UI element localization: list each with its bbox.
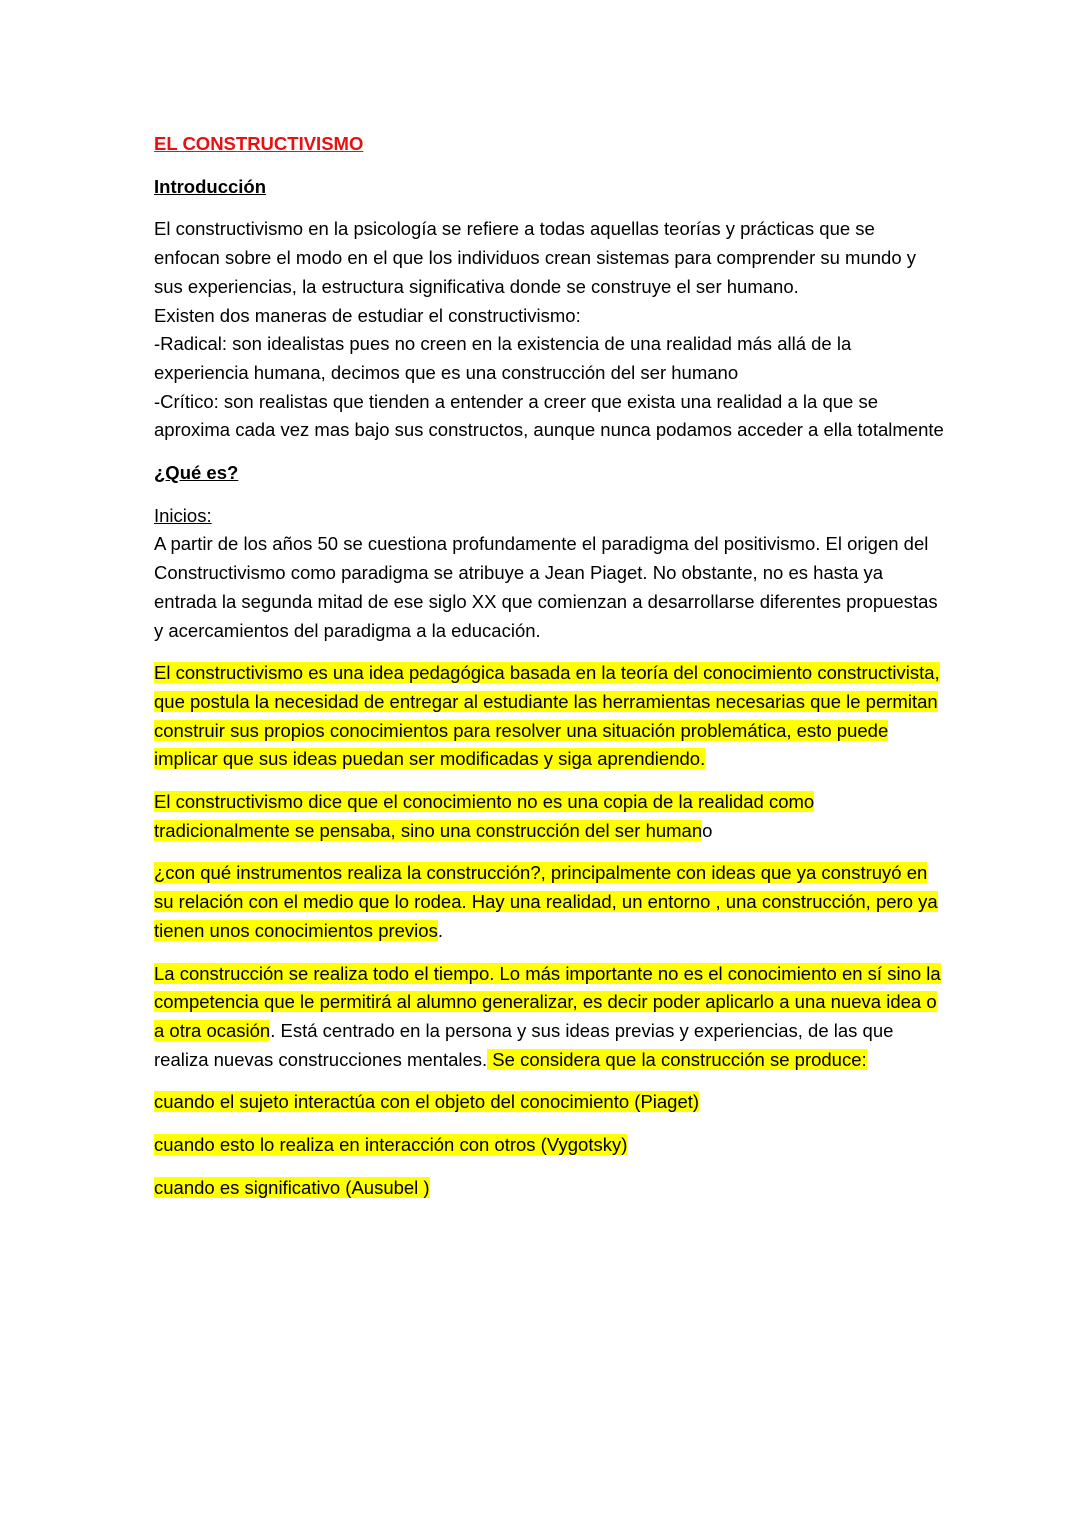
bullet-text: cuando el sujeto interactúa con el objeto del conocimiento (Piaget)	[154, 1091, 700, 1113]
list-item	[154, 1131, 944, 1160]
plain-text: . Está centrado en la persona y sus ideas previas y experiencias, de las que realiza nuevas construcciones mentales.	[154, 1019, 894, 1070]
highlighted-text: La construcción se realiza todo el tiempo. Lo más importante no es el conocimiento en sí sino la competencia que le permitirá al alumno generalizar, es decir poder aplicarlo a una nueva idea o a otra ocasión	[154, 962, 941, 1041]
highlight-paragraph-3	[154, 859, 944, 945]
intro-line: -Radical: son idealistas pues no creen en la existencia de una realidad más allá de la experiencia humana, decimos que es una construcción del ser humano	[154, 333, 852, 383]
intro-heading: Introducción	[154, 175, 267, 197]
inicios-text: A partir de los años 50 se cuestiona profundamente el paradigma del positivismo. El origen del Constructivismo como paradigma se atribuye a Jean Piaget. No obstante, no es hasta ya entrada la segunda mitad de ese siglo XX que comienzan a desarrollarse diferentes propuestas y acercamientos del paradigma a la educación.	[154, 533, 938, 641]
document-body	[154, 130, 944, 1217]
list-item	[154, 1174, 944, 1203]
que-es-heading: ¿Qué es?	[154, 462, 239, 484]
intro-line: El constructivismo en la psicología se refiere a todas aquellas teorías y prácticas que se enfocan sobre el modo en el que los individuos crean sistemas para comprender su mundo y sus experiencias, la estructura significativa donde se construye el ser humano.	[154, 218, 917, 297]
list-item	[154, 1088, 944, 1117]
bullet-text: cuando es significativo (Ausubel )	[154, 1176, 430, 1198]
intro-line: Existen dos maneras de estudiar el constructivismo:	[154, 304, 581, 326]
document-title: EL CONSTRUCTIVISMO	[154, 133, 364, 154]
plain-text: o	[702, 819, 713, 841]
intro-paragraph	[154, 215, 944, 445]
intro-line: -Crítico: son realistas que tienden a entender a creer que exista una realidad a la que se aproxima cada vez mas bajo sus constructos, aunque nunca podamos acceder a ella totalmente	[154, 390, 944, 441]
bullet-text: cuando esto lo realiza en interacción con otros (Vygotsky)	[154, 1134, 628, 1156]
plain-text: .	[437, 919, 443, 941]
highlight-paragraph-1	[154, 659, 944, 774]
highlighted-text: El constructivismo es una idea pedagógica basada en la teoría del conocimiento constructivista, que postula la necesidad de entregar al estudiante las herramientas necesarias que le permitan construir sus propios conocimientos para resolver una situación problemática, esto puede implicar que sus ideas puedan ser modificadas y siga aprendiendo.	[154, 662, 940, 770]
highlighted-text: ¿con qué instrumentos realiza la construcción?, principalmente con ideas que ya construyó en su relación con el medio que lo rodea. Hay una realidad, un entorno , una construcción, pero ya tienen unos conocimientos previos	[154, 862, 938, 941]
highlighted-text: Se considera que la construcción se produce:	[487, 1048, 867, 1070]
highlight-paragraph-4	[154, 960, 944, 1075]
inicios-paragraph	[154, 502, 944, 646]
inicios-label: Inicios:	[154, 504, 212, 526]
highlighted-text: El constructivismo dice que el conocimiento no es una copia de la realidad como tradicionalmente se pensaba, sino una construcción del ser human	[154, 791, 815, 841]
highlight-paragraph-2	[154, 788, 944, 845]
